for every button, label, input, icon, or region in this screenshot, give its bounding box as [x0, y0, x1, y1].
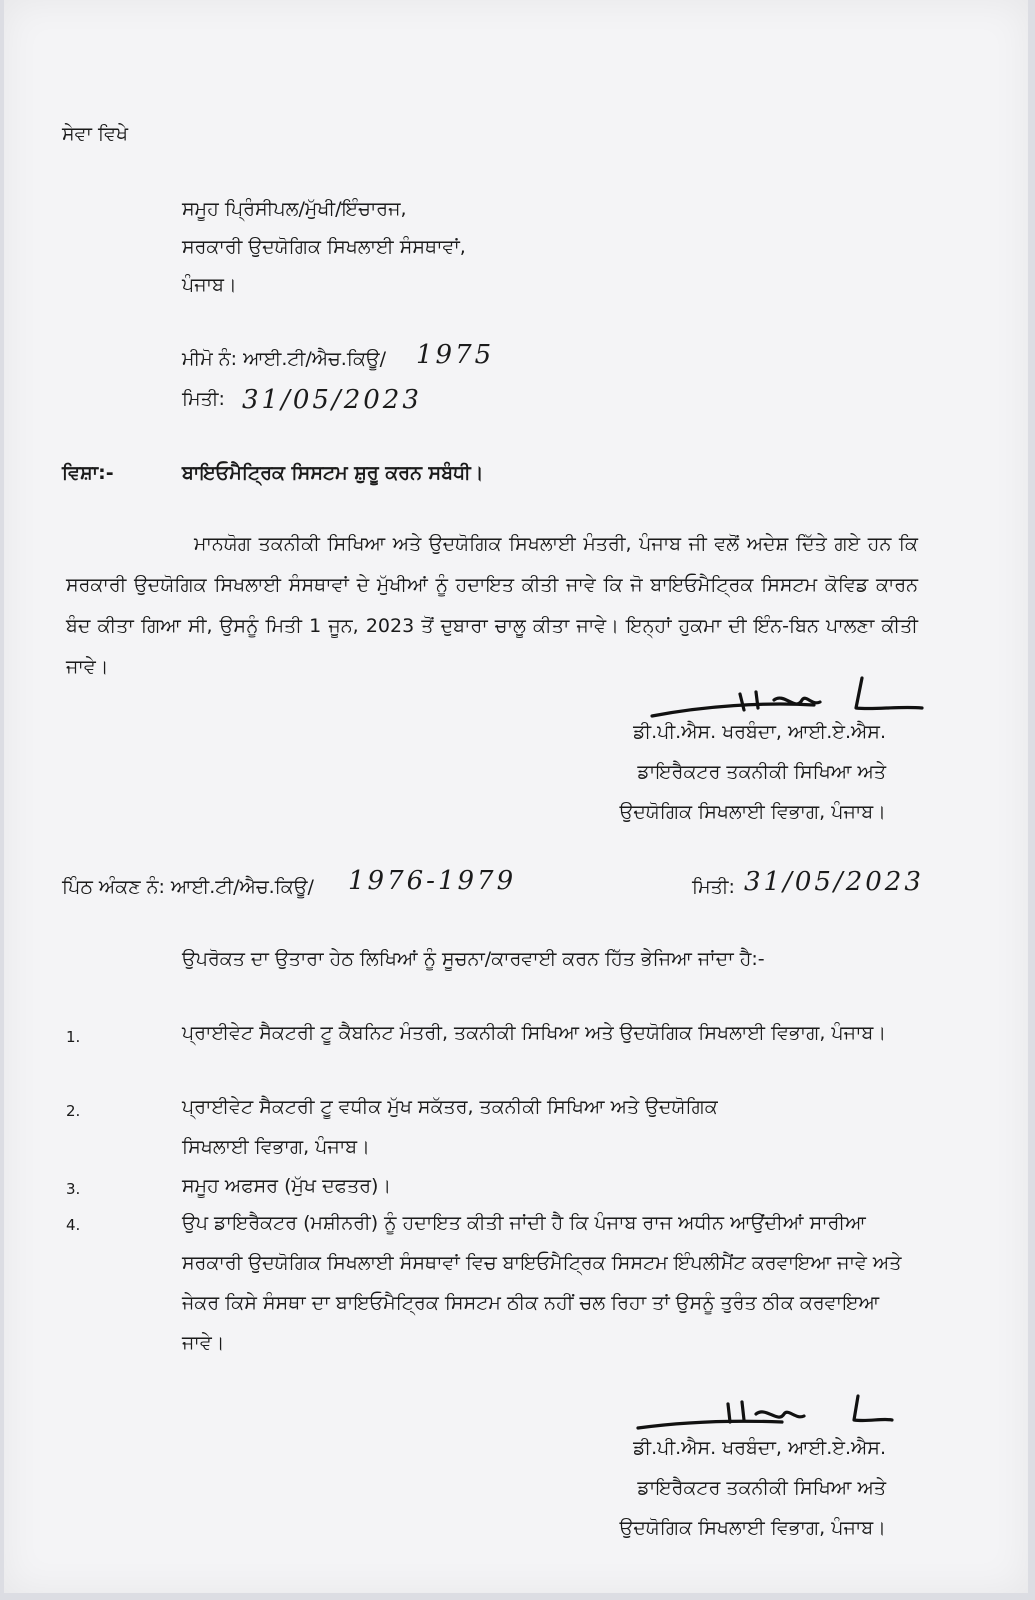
- endorsement-number-handwritten: 1976-1979: [348, 866, 517, 896]
- memo-date-label: ਮਿਤੀ:: [182, 388, 225, 410]
- body-paragraph: ਮਾਨਯੋਗ ਤਕਨੀਕੀ ਸਿਖਿਆ ਅਤੇ ਉਦਯੋਗਿਕ ਸਿਖਲਾਈ ਮੰਤਰੀ, ਪੰਜਾਬ ਜੀ ਵਲੋਂ ਅਦੇਸ਼ ਦਿੱਤੇ ਗਏ ਹਨ ਕਿ ਸਰਕਾਰੀ ਉਦਯੋਗਿਕ ਸਿਖਲਾਈ ਸੰਸਥਾਵਾਂ ਦੇ ਮੁੱਖੀਆਂ ਨੂੰ ਹਦਾਇਤ ਕੀਤੀ ਜਾਵੇ ਕਿ ਜੋ ਬਾਇਓਮੈਟ੍ਰਿਕ ਸਿਸਟਮ ਕੋਵਿਡ ਕਾਰਨ ਬੰਦ ਕੀਤਾ ਗਿਆ ਸੀ, ਉਸਨੂੰ ਮਿਤੀ 1 ਜੂਨ, 2023 ਤੋਂ ਦੁਬਾਰਾ ਚਾਲੂ ਕੀਤਾ ਜਾਵੇ। ਇਨ੍ਹਾਂ ਹੁਕਮਾ ਦੀ ਇੰਨ-ਬਿਨ ਪਾਲਣਾ ਕੀਤੀ ਜਾਵੇ।: [66, 533, 918, 678]
- signatory-name: ਡੀ.ਪੀ.ਐਸ. ਖਰਬੰਦਾ, ਆਈ.ਏ.ਐਸ.: [633, 721, 886, 743]
- subject-text: ਬਾਇਓਮੈਟ੍ਰਿਕ ਸਿਸਟਮ ਸ਼ੁਰੂ ਕਰਨ ਸਬੰਧੀ।: [182, 462, 484, 484]
- list-item: ਪ੍ਰਾਈਵੇਟ ਸੈਕਟਰੀ ਟੂ ਕੈਬਨਿਟ ਮੰਤਰੀ, ਤਕਨੀਕੀ ਸਿਖਿਆ ਅਤੇ ਉਦਯੋਗਿਕ ਸਿਖਲਾਈ ਵਿਭਾਗ, ਪੰਜਾਬ।: [182, 1022, 887, 1044]
- endorsement-date-handwritten: 31/05/2023: [744, 867, 924, 897]
- endorsement-intro: ਉਪਰੋਕਤ ਦਾ ਉਤਾਰਾ ਹੇਠ ਲਿਖਿਆਂ ਨੂੰ ਸੂਚਨਾ/ਕਾਰਵਾਈ ਕਰਨ ਹਿੱਤ ਭੇਜਿਆ ਜਾਂਦਾ ਹੈ:-: [182, 948, 765, 970]
- list-item-number: 2.: [66, 1102, 81, 1120]
- addressee-line-3: ਪੰਜਾਬ।: [182, 274, 237, 296]
- signatory-title-2: ਉਦਯੋਗਿਕ ਸਿਖਲਾਈ ਵਿਭਾਗ, ਪੰਜਾਬ।: [619, 801, 886, 823]
- endorsement-label: ਪਿੰਠ ਅੰਕਣ ਨੰ: ਆਈ.ਟੀ/ਐਚ.ਕਿਊ/: [62, 876, 314, 898]
- salutation: ਸੇਵਾ ਵਿਖੇ: [62, 123, 129, 145]
- letter-page: [4, 0, 1028, 1593]
- endorsement-date-label: ਮਿਤੀ:: [692, 876, 735, 898]
- list-item-number: 4.: [66, 1216, 81, 1234]
- signatory-title-1: ਡਾਇਰੈਕਟਰ ਤਕਨੀਕੀ ਸਿਖਿਆ ਅਤੇ: [637, 1477, 886, 1499]
- list-item: ਉਪ ਡਾਇਰੈਕਟਰ (ਮਸ਼ੀਨਰੀ) ਨੂੰ ਹਦਾਇਤ ਕੀਤੀ ਜਾਂਦੀ ਹੈ ਕਿ ਪੰਜਾਬ ਰਾਜ ਅਧੀਨ ਆਉਂਦੀਆਂ ਸਾਰੀਆ ਸਰਕਾਰੀ ਉਦਯੋਗਿਕ ਸਿਖਲਾਈ ਸੰਸਥਾਵਾਂ ਵਿਚ ਬਾਇਓਮੈਟ੍ਰਿਕ ਸਿਸਟਮ ਇੰਪਲੀਮੈਂਟ ਕਰਵਾਇਆ ਜਾਵੇ ਅਤੇ ਜੇਕਰ ਕਿਸੇ ਸੰਸਥਾ ਦਾ ਬਾਇਓਮੈਟ੍ਰਿਕ ਸਿਸਟਮ ਠੀਕ ਨਹੀਂ ਚਲ ਰਿਹਾ ਤਾਂ ਉਸਨੂੰ ਤੁਰੰਤ ਠੀਕ ਕਰਵਾਇਆ ਜਾਵੇ।: [182, 1212, 902, 1354]
- subject-label: ਵਿਸ਼ਾ:-: [62, 462, 114, 484]
- list-item-number: 1.: [66, 1028, 81, 1046]
- list-item-number: 3.: [66, 1180, 81, 1198]
- memo-label: ਮੀਮੋ ਨੰ: ਆਈ.ਟੀ/ਐਚ.ਕਿਊ/: [182, 348, 387, 370]
- list-item: ਸਮੂਹ ਅਫਸਰ (ਮੁੱਖ ਦਫਤਰ)।: [182, 1175, 392, 1197]
- addressee-line-1: ਸਮੂਹ ਪ੍ਰਿੰਸੀਪਲ/ਮੁੱਖੀ/ਇੰਚਾਰਜ,: [182, 198, 407, 220]
- memo-number-handwritten: 1975: [416, 340, 495, 370]
- signatory-title-1: ਡਾਇਰੈਕਟਰ ਤਕਨੀਕੀ ਸਿਖਿਆ ਅਤੇ: [637, 761, 886, 783]
- addressee-line-2: ਸਰਕਾਰੀ ਉਦਯੋਗਿਕ ਸਿਖਲਾਈ ਸੰਸਥਾਵਾਂ,: [182, 236, 466, 258]
- list-item: ਪ੍ਰਾਈਵੇਟ ਸੈਕਟਰੀ ਟੂ ਵਧੀਕ ਮੁੱਖ ਸਕੱਤਰ, ਤਕਨੀਕੀ ਸਿਖਿਆ ਅਤੇ ਉਦਯੋਗਿਕ ਸਿਖਲਾਈ ਵਿਭਾਗ, ਪੰਜਾਬ।: [182, 1096, 718, 1158]
- signatory-name: ਡੀ.ਪੀ.ਐਸ. ਖਰਬੰਦਾ, ਆਈ.ਏ.ਐਸ.: [633, 1437, 886, 1459]
- signatory-block-2: [564, 1428, 886, 1548]
- signatory-title-2: ਉਦਯੋਗਿਕ ਸਿਖਲਾਈ ਵਿਭਾਗ, ਪੰਜਾਬ।: [619, 1517, 886, 1539]
- signatory-block-1: [564, 712, 886, 832]
- memo-date-handwritten: 31/05/2023: [242, 385, 422, 415]
